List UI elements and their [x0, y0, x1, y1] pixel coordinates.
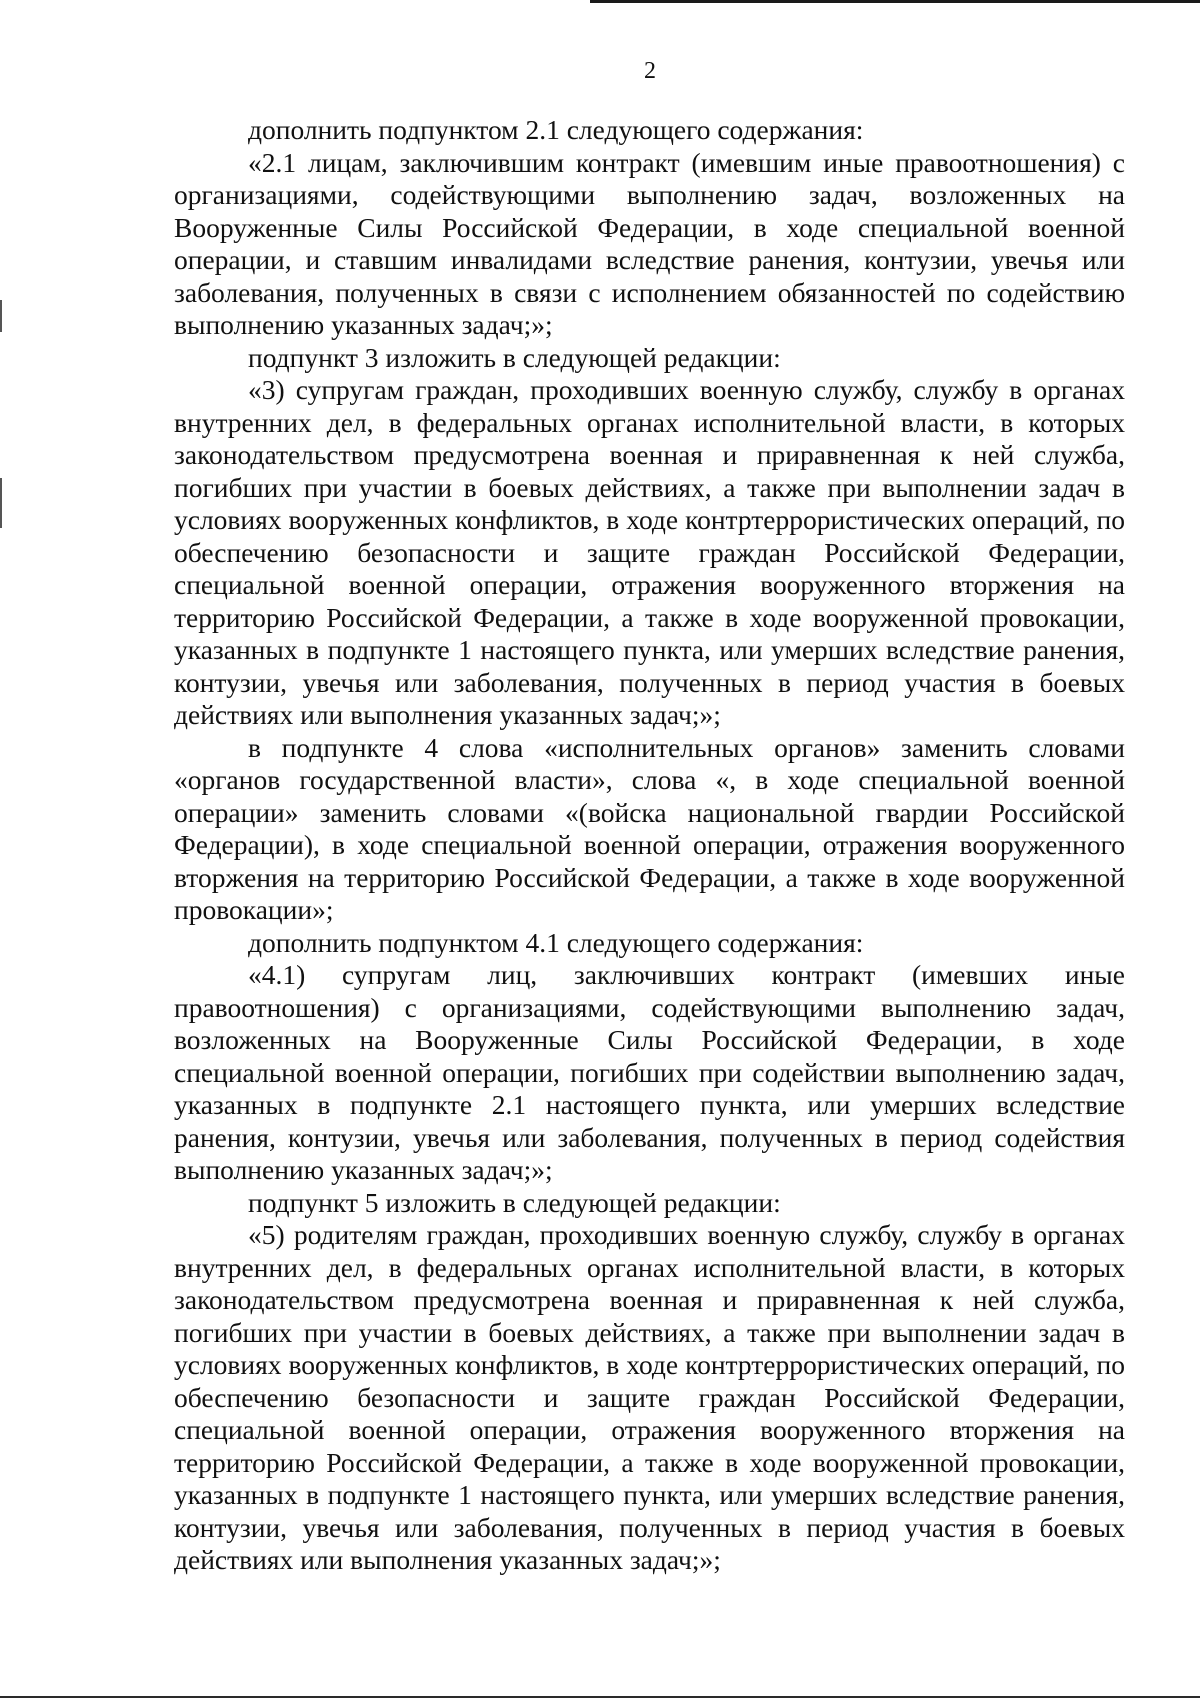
paragraph: «4.1) супругам лиц, заключивших контракт (имевших иные правоотношения) с организациями, содействующими выполнению задач, возложенных на Вооруженные Силы Российской Федерации, в ходе специальной военной операции, погибших при содействии выполнению задач, указанных в подпункте 2.1 настоящего пункта, или умерших вследствие ранения, контузии, увечья или заболевания, полученных в период содействия выполнению указанных задач;»;	[174, 959, 1125, 1185]
paragraph: подпункт 3 изложить в следующей редакции:	[248, 341, 781, 373]
paragraph: «5) родителям граждан, проходивших военную службу, службу в органах внутренних дел, в федеральных органах исполнительной власти, в которых законодательством предусмотрена военная и приравненная к ней служба, погибших при участии в боевых действиях, а также при выполнении задач в условиях вооруженных конфликтов, в ходе контртеррористических операций, по обеспечению безопасности и защите граждан Российской Федерации, специальной военной операции, отражения вооруженного вторжения на территорию Российской Федерации, а также в ходе вооруженной провокации, указанных в подпункте 1 настоящего пункта, или умерших вследствие ранения, контузии, увечья или заболевания, полученных в период участия в боевых действиях или выполнения указанных задач;»;	[174, 1219, 1125, 1575]
paragraph: в подпункте 4 слова «исполнительных органов» заменить словами «органов государственной власти», слова «, в ходе специальной военной операции» заменить словами «(войска национальной гвардии Российской Федерации), в ходе специальной военной операции, отражения вооруженного вторжения на территорию Российской Федерации, а также в ходе вооруженной провокации»;	[174, 731, 1125, 925]
paragraph: «3) супругам граждан, проходивших военную службу, службу в органах внутренних дел, в федеральных органах исполнительной власти, в которых законодательством предусмотрена военная и приравненная к ней служба, погибших при участии в боевых действиях, а также при выполнении задач в условиях вооруженных конфликтов, в ходе контртеррористических операций, по обеспечению безопасности и защите граждан Российской Федерации, специальной военной операции, отражения вооруженного вторжения на территорию Российской Федерации, а также в ходе вооруженной провокации, указанных в подпункте 1 настоящего пункта, или умерших вследствие ранения, контузии, увечья или заболевания, полученных в период участия в боевых действиях или выполнения указанных задач;»;	[174, 374, 1125, 730]
scan-margin-mark	[0, 478, 2, 528]
paragraph: дополнить подпунктом 4.1 следующего содержания:	[248, 926, 864, 958]
scan-margin-mark	[0, 300, 2, 332]
document-body	[174, 114, 1125, 1577]
paragraph: дополнить подпунктом 2.1 следующего содержания:	[248, 114, 864, 145]
scan-edge-top	[590, 0, 1200, 3]
paragraph: «2.1 лицам, заключившим контракт (имевшим иные правоотношения) с организациями, содействующими выполнению задач, возложенных на Вооруженные Силы Российской Федерации, в ходе специальной военной операции, и ставшим инвалидами вследствие ранения, контузии, увечья или заболевания, полученных в связи с исполнением обязанностей по содействию выполнению указанных задач;»;	[174, 146, 1125, 340]
paragraph: подпункт 5 изложить в следующей редакции:	[248, 1186, 781, 1218]
page-number: 2	[644, 58, 656, 84]
